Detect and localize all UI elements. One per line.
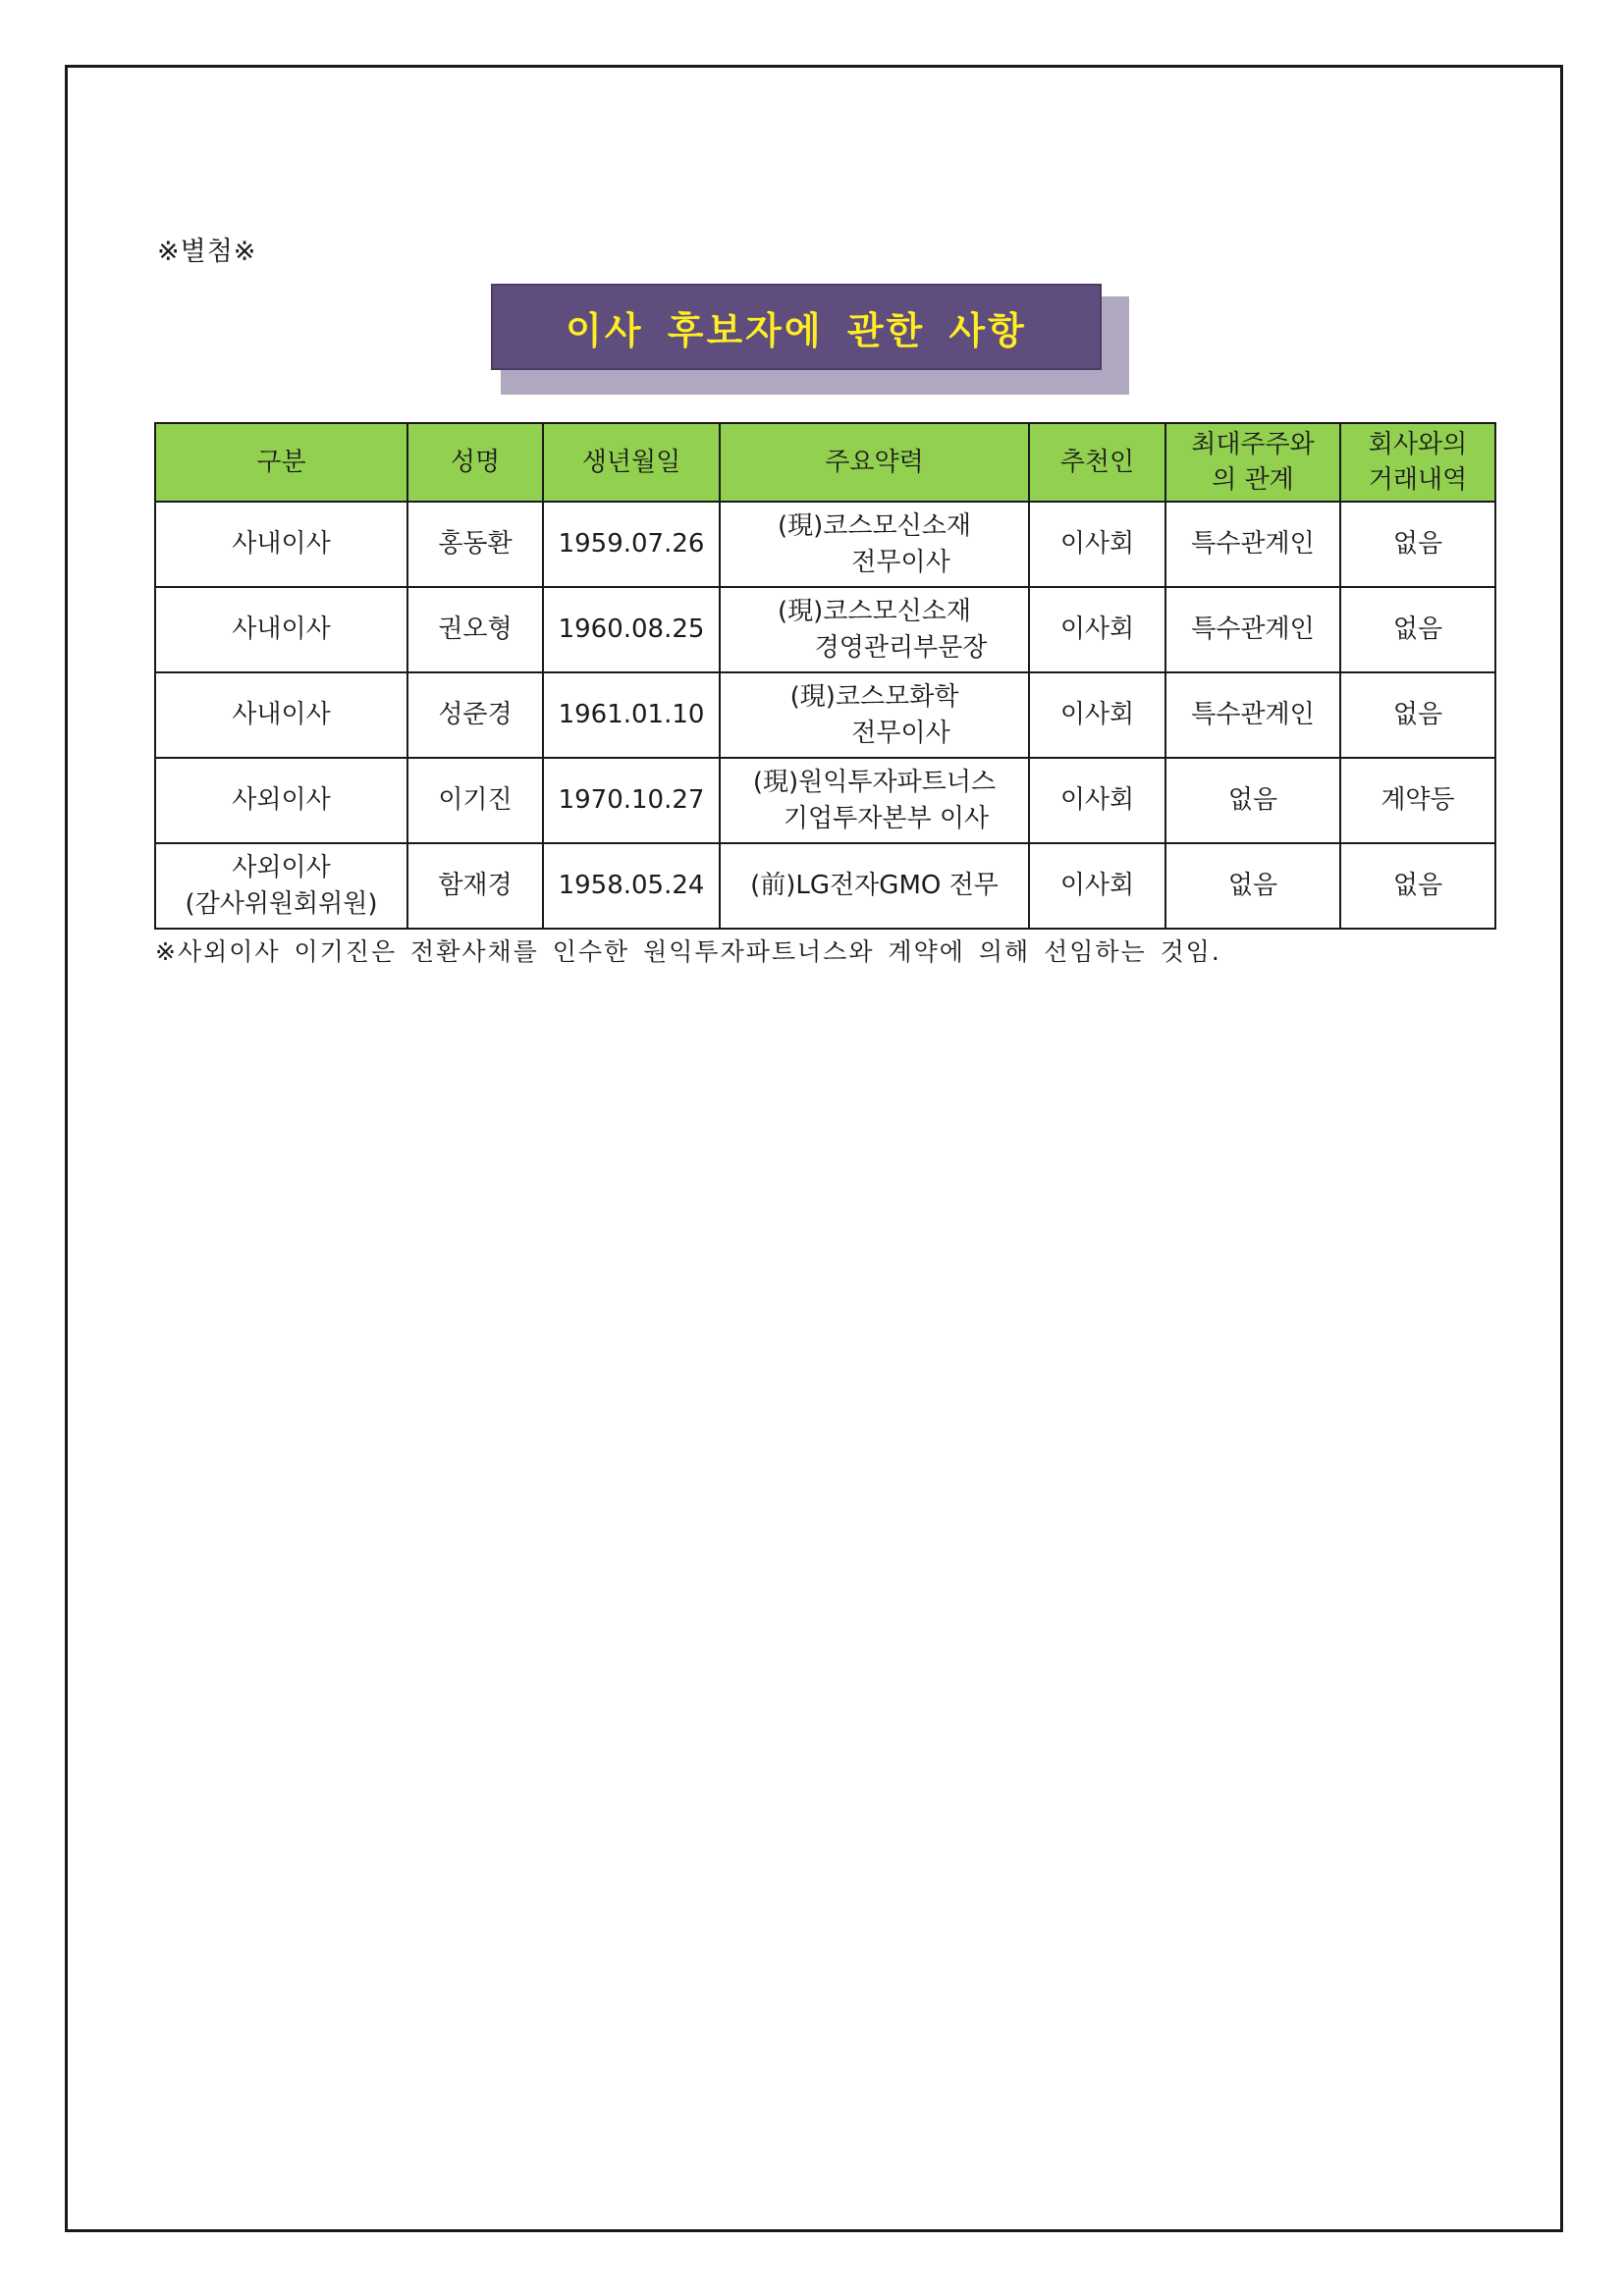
header-transactions: 회사와의 거래내역 [1340, 423, 1495, 502]
cell-transactions: 없음 [1340, 843, 1495, 929]
cell-category: 사내이사 [155, 672, 407, 758]
header-category: 구분 [155, 423, 407, 502]
header-name: 성명 [407, 423, 543, 502]
header-recommender: 추천인 [1029, 423, 1165, 502]
cell-birth: 1970.10.27 [543, 758, 720, 843]
cell-name: 함재경 [407, 843, 543, 929]
title-banner [491, 284, 1102, 370]
director-candidates-table [154, 422, 1496, 930]
table-row [155, 758, 1495, 843]
cell-recommender: 이사회 [1029, 843, 1165, 929]
header-relation: 최대주주와 의 관계 [1165, 423, 1340, 502]
table-header-row [155, 423, 1495, 502]
cell-career: (現)코스모신소재 경영관리부문장 [720, 587, 1029, 672]
cell-relation: 특수관계인 [1165, 502, 1340, 587]
cell-relation: 특수관계인 [1165, 672, 1340, 758]
cell-category: 사내이사 [155, 502, 407, 587]
table-row [155, 843, 1495, 929]
cell-category: 사외이사 [155, 758, 407, 843]
cell-career: (現)원익투자파트너스 기업투자본부 이사 [720, 758, 1029, 843]
header-career: 주요약력 [720, 423, 1029, 502]
cell-birth: 1960.08.25 [543, 587, 720, 672]
cell-relation: 없음 [1165, 843, 1340, 929]
cell-category: 사내이사 [155, 587, 407, 672]
cell-career: (現)코스모신소재 전무이사 [720, 502, 1029, 587]
cell-transactions: 없음 [1340, 502, 1495, 587]
cell-recommender: 이사회 [1029, 587, 1165, 672]
attachment-label: ※별첨※ [157, 237, 257, 267]
cell-recommender: 이사회 [1029, 672, 1165, 758]
cell-transactions: 없음 [1340, 672, 1495, 758]
header-birth: 생년월일 [543, 423, 720, 502]
cell-relation: 특수관계인 [1165, 587, 1340, 672]
cell-name: 홍동환 [407, 502, 543, 587]
page-title: 이사 후보자에 관한 사항 [566, 308, 1027, 352]
cell-career: (前)LG전자GMO 전무 [720, 843, 1029, 929]
table-row [155, 672, 1495, 758]
cell-career: (現)코스모화학 전무이사 [720, 672, 1029, 758]
cell-name: 성준경 [407, 672, 543, 758]
cell-recommender: 이사회 [1029, 758, 1165, 843]
cell-relation: 없음 [1165, 758, 1340, 843]
footnote: ※사외이사 이기진은 전환사채를 인수한 원익투자파트너스와 계약에 의해 선임하는 것임. [155, 937, 1221, 966]
cell-name: 이기진 [407, 758, 543, 843]
cell-recommender: 이사회 [1029, 502, 1165, 587]
cell-birth: 1958.05.24 [543, 843, 720, 929]
cell-birth: 1961.01.10 [543, 672, 720, 758]
cell-name: 권오형 [407, 587, 543, 672]
cell-transactions: 없음 [1340, 587, 1495, 672]
cell-birth: 1959.07.26 [543, 502, 720, 587]
cell-category: 사외이사 (감사위원회위원) [155, 843, 407, 929]
table-row [155, 502, 1495, 587]
table-row [155, 587, 1495, 672]
cell-transactions: 계약등 [1340, 758, 1495, 843]
